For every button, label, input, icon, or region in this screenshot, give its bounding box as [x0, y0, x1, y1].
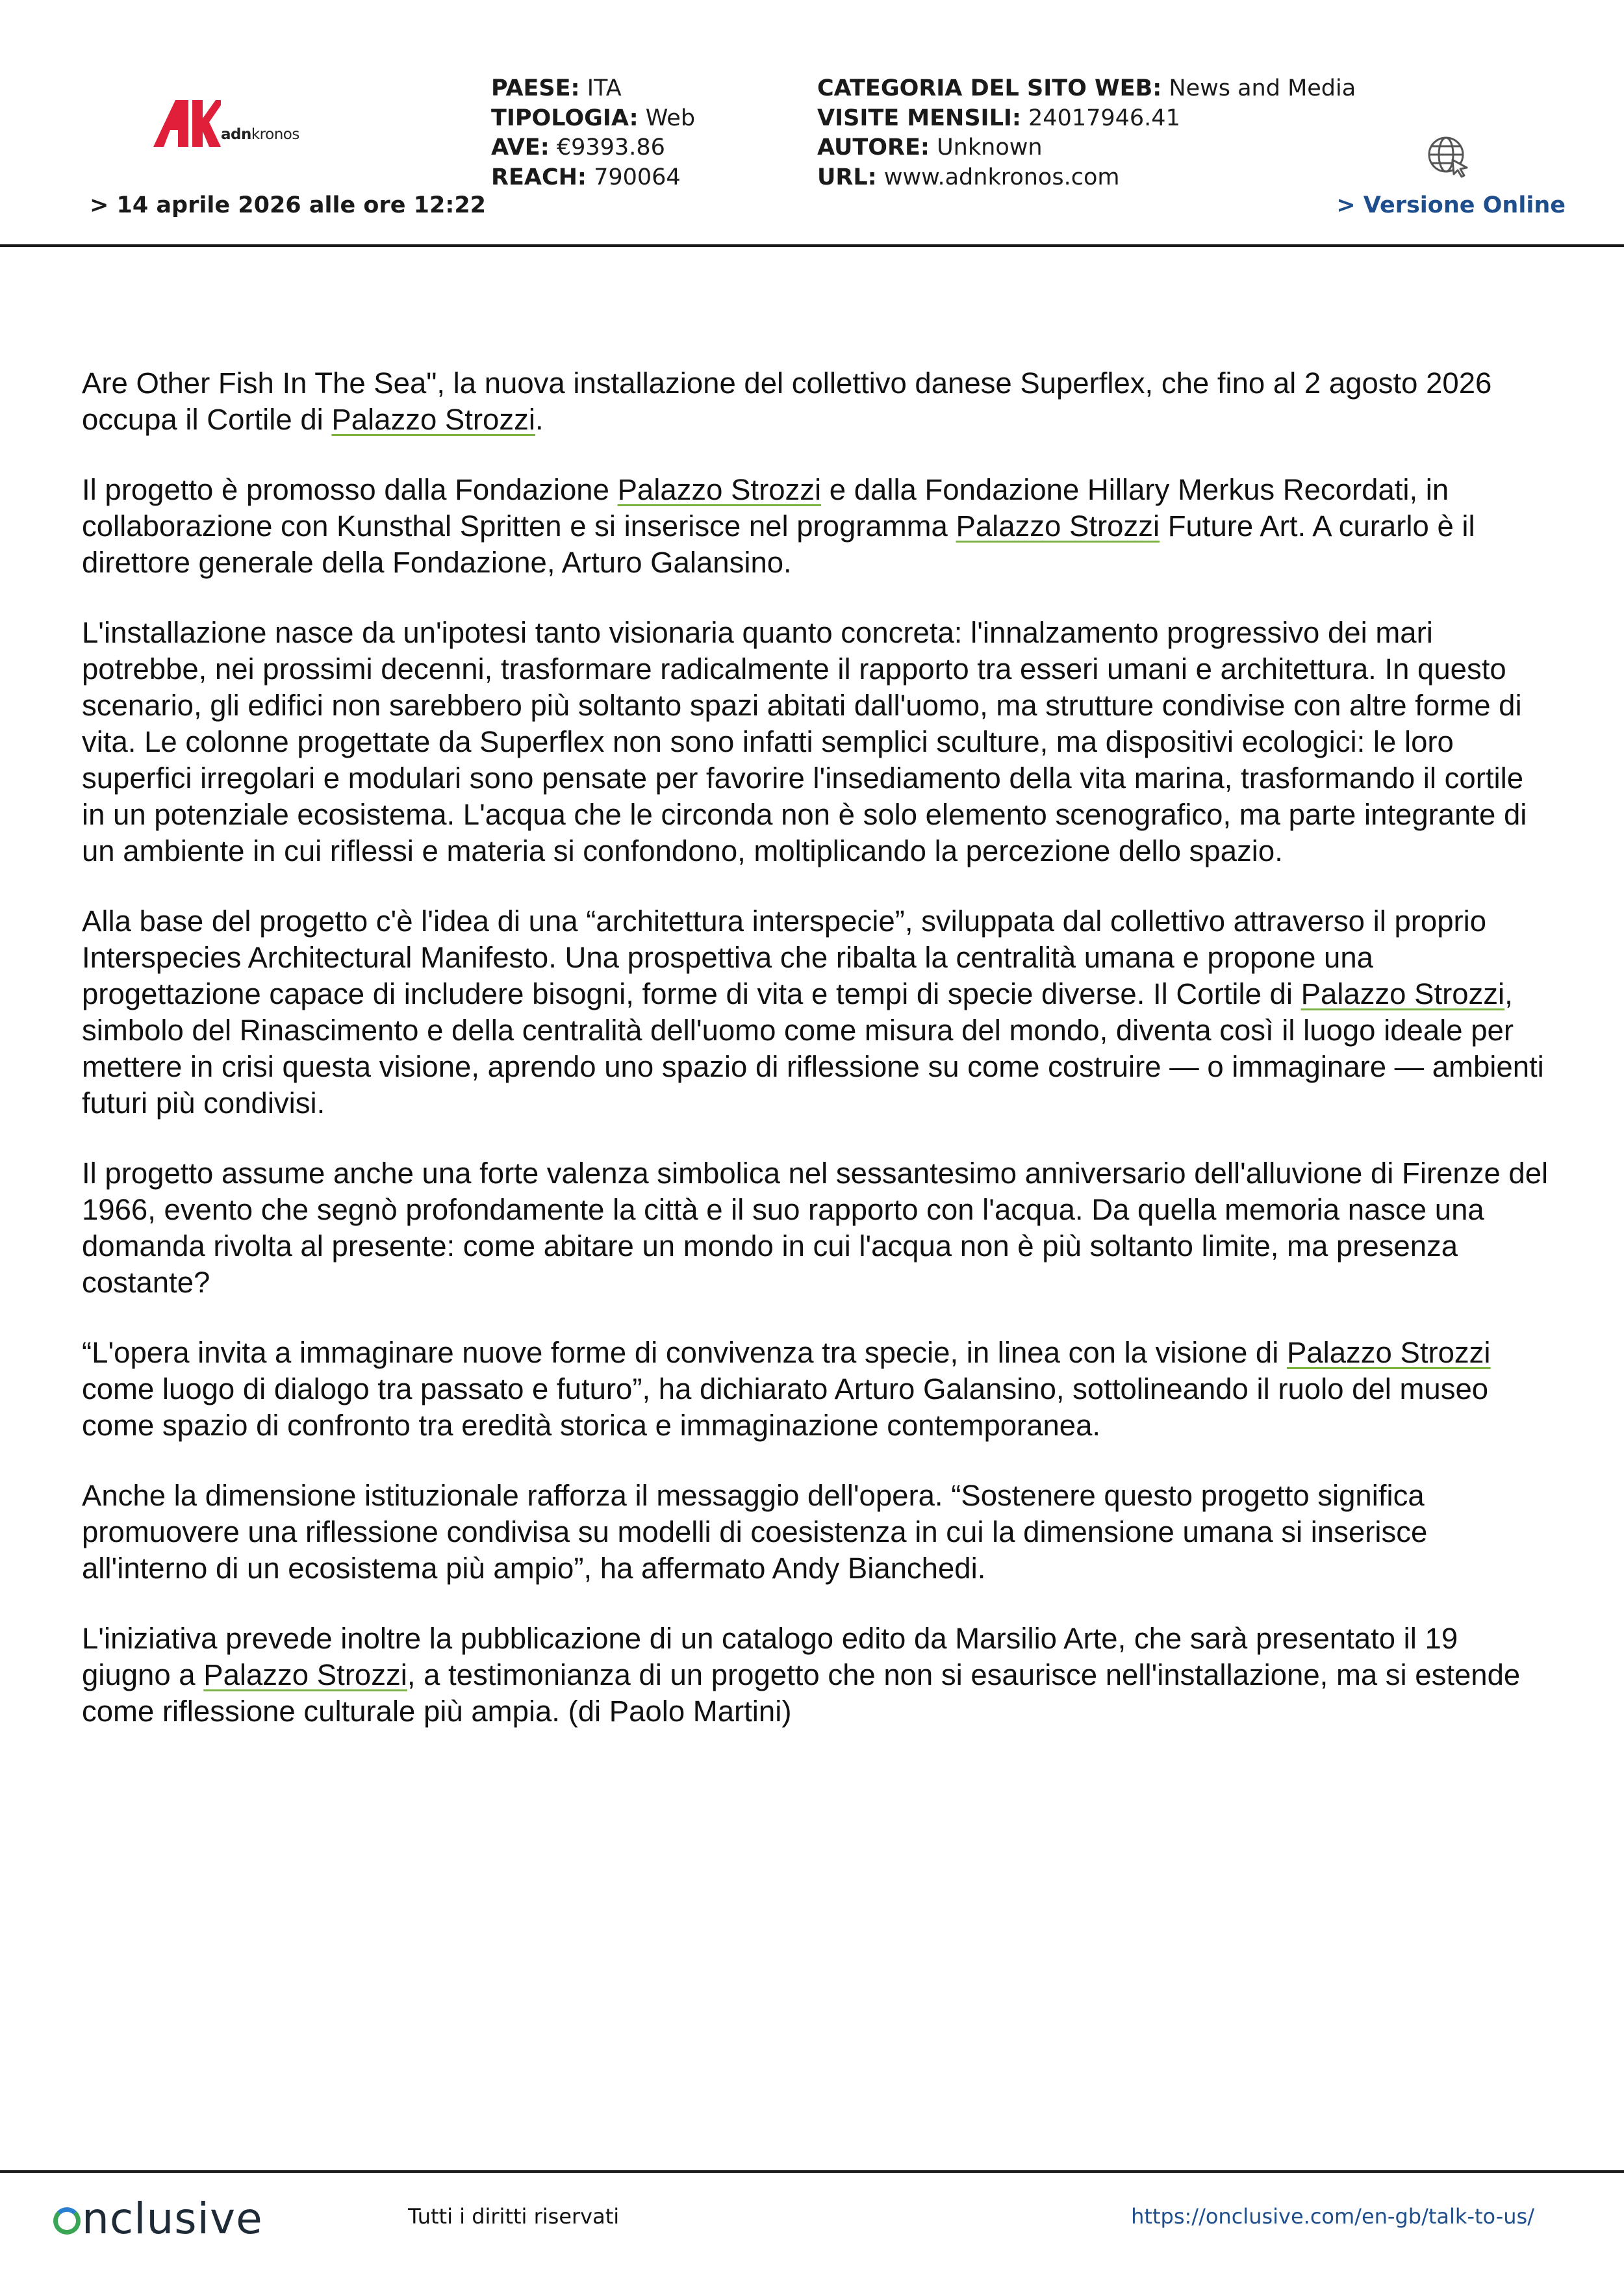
meta-url: URL: www.adnkronos.com: [817, 164, 1120, 190]
article-paragraph: L'installazione nasce da un'ipotesi tanto visionaria quanto concreta: l'innalzamento progressivo dei mari potrebbe, nei prossimi decenni, trasformare radicalmente il rapporto tra esseri umani e architettura. In questo scenario, gli edifici non sarebbero più soltanto spazi abitati dall'uomo, ma strutture condivise con altre forme di vita. Le colonne progettate da Superflex non sono infatti semplici sculture, ma dispositivi ecologici: le loro superfici irregolari e modulari sono pensate per favorire l'insediamento della vita marina, trasformando il cortile in un potenziale ecosistema. L'acqua che le circonda non è solo elemento scenografico, ma parte integrante di un ambiente in cui riflessi e materia si confondono, moltiplicando la percezione dello spazio.: [82, 616, 1527, 867]
entity-highlight: Palazzo Strozzi: [617, 473, 822, 506]
article-paragraph: L'iniziativa prevede inoltre la pubblicazione di un catalogo edito da Marsilio Arte, che sarà presentato il 19 giugno a Palazzo Strozzi, a testimonianza di un progetto che non si esaurisce nell'installazione, ma si estende come riflessione culturale più ampia. (di Paolo Martini): [82, 1622, 1521, 1728]
meta-category: CATEGORIA DEL SITO WEB: News and Media: [817, 75, 1356, 101]
document-header: [0, 0, 1624, 247]
meta-right: [817, 74, 1356, 192]
article-paragraph: Alla base del progetto c'è l'idea di una “architettura interspecie”, sviluppata dal collettivo attraverso il proprio Interspecies Architectural Manifesto. Una prospettiva che ribalta la centralità umana e propone una progettazione capace di includere bisogni, forme di vita e tempi di specie diverse. Il Cortile di Palazzo Strozzi, simbolo del Rinascimento e della centralità dell'uomo come misura del mondo, diventa così il luogo ideale per mettere in crisi questa visione, aprendo uno spazio di riflessione su come costruire — o immaginare — ambienti futuri più condivisi.: [82, 904, 1544, 1120]
entity-highlight: Palazzo Strozzi: [1300, 977, 1505, 1010]
adnkronos-logo: [153, 100, 322, 147]
footer-divider: [0, 2170, 1624, 2173]
entity-highlight: Palazzo Strozzi: [203, 1658, 407, 1691]
globe-icon[interactable]: [1427, 135, 1469, 178]
article-paragraph: Il progetto è promosso dalla Fondazione Palazzo Strozzi e dalla Fondazione Hillary Merkus Recordati, in collaborazione con Kunsthal Spritten e si inserisce nel programma Palazzo Strozzi Future Art. A curarlo è il direttore generale della Fondazione, Arturo Galansino.: [82, 473, 1475, 579]
entity-highlight: Palazzo Strozzi: [331, 403, 535, 436]
onclusive-logo: nclusive: [53, 2194, 263, 2244]
header-divider: [0, 244, 1624, 247]
article-paragraph: Anche la dimensione istituzionale rafforza il messaggio dell'opera. “Sostenere questo progetto significa promuovere una riflessione condivisa su modelli di coesistenza in cui la dimensione umana si inserisce all'interno di un ecosistema più ampio”, ha affermato Andy Bianchedi.: [82, 1479, 1428, 1585]
article-paragraph: “L'opera invita a immaginare nuove forme di convivenza tra specie, in linea con la visione di Palazzo Strozzi come luogo di dialogo tra passato e futuro”, ha dichiarato Arturo Galansino, sottolineando il ruolo del museo come spazio di confronto tra eredità storica e immaginazione contemporanea.: [82, 1336, 1491, 1442]
entity-highlight: Palazzo Strozzi: [1286, 1336, 1491, 1369]
article-paragraph: Il progetto assume anche una forte valenza simbolica nel sessantesimo anniversario dell'alluvione di Firenze del 1966, evento che segnò profondamente la città e il suo rapporto con l'acqua. Da quella memoria nasce una domanda rivolta al presente: come abitare un mondo in cui l'acqua non è più soltanto limite, ma presenza costante?: [82, 1157, 1549, 1299]
adnkronos-logo-icon: [153, 100, 221, 147]
rights-reserved: Tutti i diritti riservati: [408, 2204, 620, 2229]
online-version-link[interactable]: > Versione Online: [1336, 192, 1566, 218]
publication-date: > 14 aprile 2026 alle ore 12:22: [90, 192, 487, 218]
article-body: [82, 365, 1550, 1763]
entity-highlight: Palazzo Strozzi: [956, 509, 1160, 543]
meta-type: TIPOLOGIA: Web: [491, 105, 696, 131]
meta-ave: AVE: €9393.86: [491, 135, 665, 160]
meta-monthly-visits: VISITE MENSILI: 24017946.41: [817, 105, 1180, 131]
adnkronos-logo-text: adnkronos: [221, 126, 299, 143]
meta-country: PAESE: ITA: [491, 75, 622, 101]
meta-author: AUTORE: Unknown: [817, 135, 1043, 160]
onclusive-contact-link[interactable]: https://onclusive.com/en-gb/talk-to-us/: [1131, 2204, 1534, 2229]
onclusive-o-icon: [53, 2207, 81, 2235]
meta-reach: REACH: 790064: [491, 164, 681, 190]
article-paragraph: Are Other Fish In The Sea", la nuova installazione del collettivo danese Superflex, che fino al 2 agosto 2026 occupa il Cortile di Palazzo Strozzi.: [82, 366, 1492, 436]
meta-left: [491, 74, 695, 192]
